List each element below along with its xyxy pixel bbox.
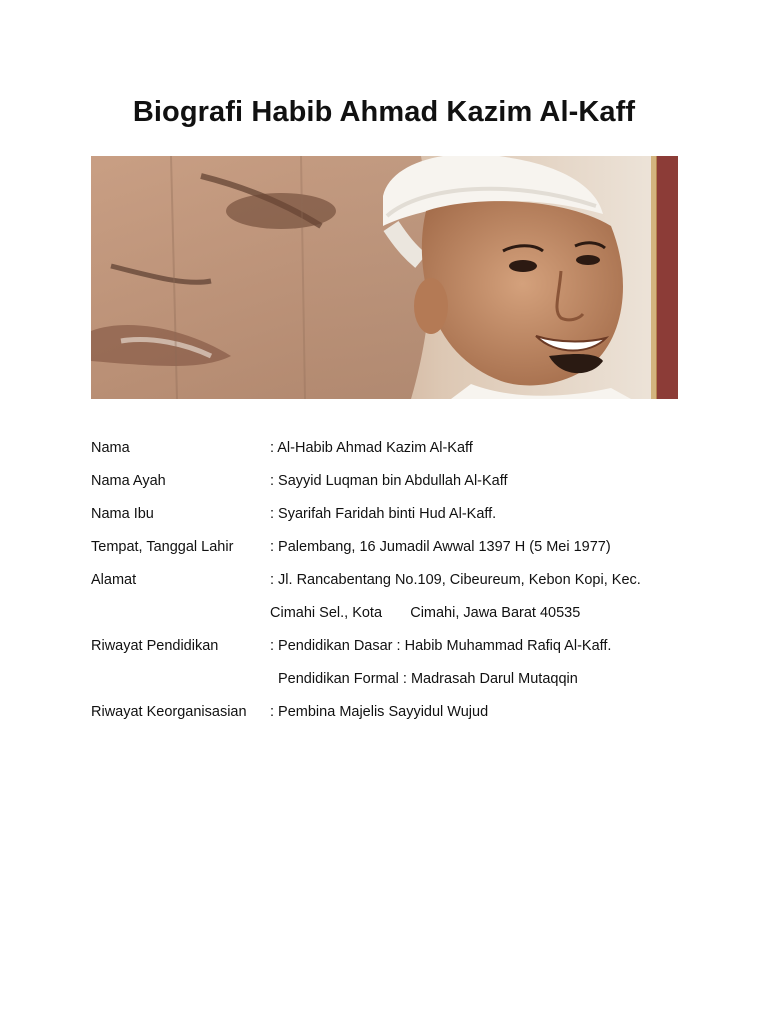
biodata-value: : Al-Habib Ahmad Kazim Al-Kaff	[270, 440, 473, 456]
biodata-row-alamat-continuation	[91, 597, 691, 630]
portrait-photo	[91, 156, 678, 399]
biodata-label: Alamat	[91, 572, 137, 588]
biodata-value: : Jl. Rancabentang No.109, Cibeureum, Kebon Kopi, Kec.	[270, 572, 641, 588]
biodata-label: Tempat, Tanggal Lahir	[91, 539, 234, 555]
biodata-label: Nama Ibu	[91, 506, 154, 522]
biodata-row-nama-ayah	[91, 465, 691, 498]
biodata-row-riwayat-pendidikan	[91, 630, 691, 663]
biodata-label: Riwayat Pendidikan	[91, 638, 219, 654]
biodata-row-tempat-tanggal-lahir	[91, 531, 691, 564]
biodata-value-continuation: Cimahi Sel., Kota Cimahi, Jawa Barat 40535	[270, 605, 581, 621]
biodata-value: : Pendidikan Dasar : Habib Muhammad Rafiq Al-Kaff.	[270, 638, 612, 654]
biodata-row-nama-ibu	[91, 498, 691, 531]
biodata-row-alamat	[91, 564, 691, 597]
biodata-row-riwayat-keorganisasian	[91, 696, 691, 729]
biodata-value: : Sayyid Luqman bin Abdullah Al-Kaff	[270, 473, 508, 489]
biodata-label: Nama Ayah	[91, 473, 166, 489]
biodata-row-riwayat-pendidikan-continuation	[91, 663, 691, 696]
portrait-illustration	[91, 156, 678, 399]
biodata-value: : Pembina Majelis Sayyidul Wujud	[270, 704, 489, 720]
biodata-row-nama	[91, 432, 691, 465]
biodata-label: Riwayat Keorganisasian	[91, 704, 247, 720]
biodata-label: Nama	[91, 440, 130, 456]
biodata-list	[91, 432, 691, 729]
page-title: Biografi Habib Ahmad Kazim Al-Kaff	[132, 96, 636, 128]
biodata-value-continuation: Pendidikan Formal : Madrasah Darul Mutaqqin	[278, 671, 578, 687]
biodata-value: : Syarifah Faridah binti Hud Al-Kaff.	[270, 506, 497, 522]
biodata-value: : Palembang, 16 Jumadil Awwal 1397 H (5 Mei 1977)	[270, 539, 611, 555]
